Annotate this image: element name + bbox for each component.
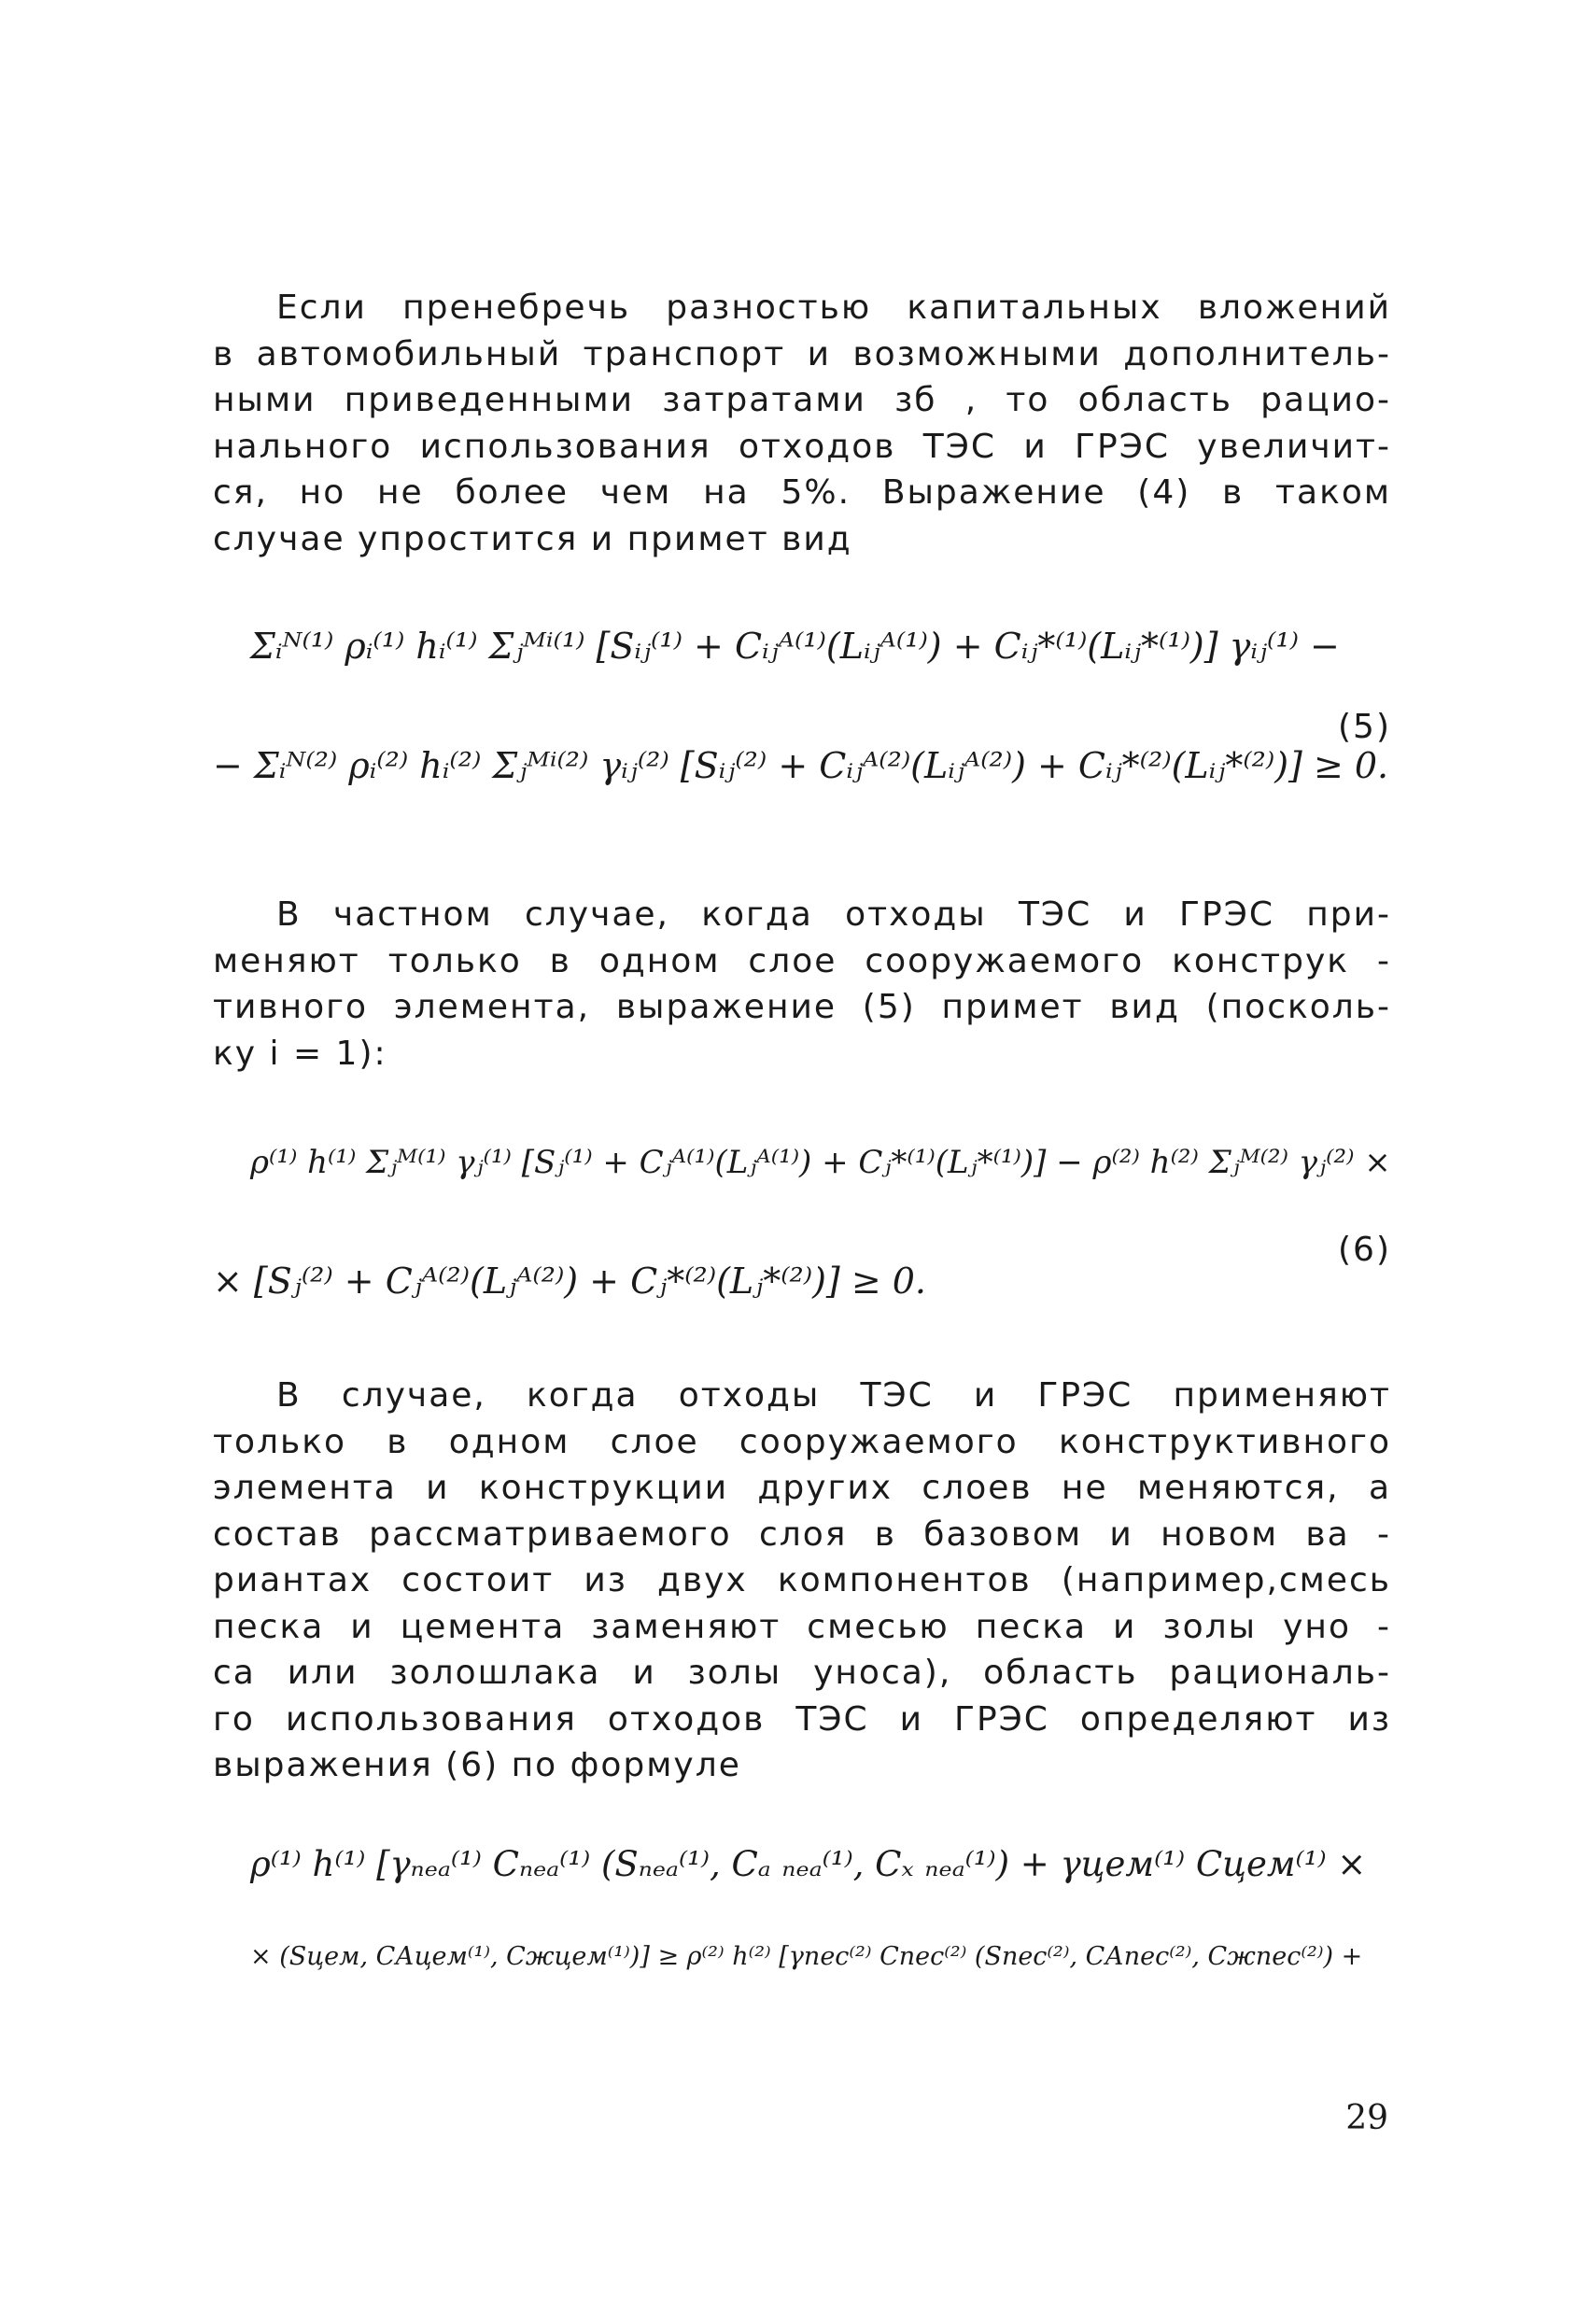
formula-6-line-1: ρ⁽¹⁾ h⁽¹⁾ Σⱼᴹ⁽¹⁾ γⱼ⁽¹⁾ [Sⱼ⁽¹⁾ + Cⱼᴬ⁽¹⁾(Lⱼᴬ⁽¹⁾) + Cⱼ*⁽¹⁾(Lⱼ*⁽¹⁾)] − ρ⁽²⁾ h⁽²⁾ Σⱼᴹ⁽²⁾ γⱼ⁽²⁾ × — [250, 1144, 1391, 1181]
formula-6-line-2: × [Sⱼ⁽²⁾ + Cⱼᴬ⁽²⁾(Lⱼᴬ⁽²⁾) + Cⱼ*⁽²⁾(Lⱼ*⁽²⁾)] ≥ 0. — [213, 1261, 927, 1302]
paragraph-line: состав рассматриваемого слоя в базовом и новом ва - — [213, 1514, 1391, 1554]
paragraph-line: В случае, когда отходы ТЭС и ГРЭС применяют — [276, 1376, 1391, 1415]
equation-number-6: (6) — [1338, 1231, 1391, 1269]
paragraph-line: нального использования отходов ТЭС и ГРЭС увеличит- — [213, 427, 1391, 466]
formula-5-line-1: Σᵢᴺ⁽¹⁾ ρᵢ⁽¹⁾ hᵢ⁽¹⁾ Σⱼᴹⁱ⁽¹⁾ [Sᵢⱼ⁽¹⁾ + Cᵢⱼᴬ⁽¹⁾(Lᵢⱼᴬ⁽¹⁾) + Cᵢⱼ*⁽¹⁾(Lᵢⱼ*⁽¹⁾)] γᵢⱼ⁽¹⁾ − — [250, 626, 1340, 667]
paragraph-line: тивного элемента, выражение (5) примет вид (посколь- — [213, 988, 1391, 1026]
paragraph-line: Если пренебречь разностью капитальных вложений — [276, 289, 1391, 327]
paragraph-line: В частном случае, когда отходы ТЭС и ГРЭС при- — [276, 895, 1391, 934]
page-number: 29 — [1345, 2099, 1388, 2137]
paragraph-line: риантах состоит из двух компонентов (например,смесь — [213, 1561, 1391, 1599]
paragraph-line: выражения (6) по формуле — [213, 1746, 741, 1784]
formula-6 — [213, 1088, 1391, 1340]
paragraph-line: случае упростится и примет вид — [213, 519, 852, 558]
paragraph-line: в автомобильный транспорт и возможными дополнитель- — [213, 334, 1391, 373]
formula-5-line-2: − Σᵢᴺ⁽²⁾ ρᵢ⁽²⁾ hᵢ⁽²⁾ Σⱼᴹⁱ⁽²⁾ γᵢⱼ⁽²⁾ [Sᵢⱼ⁽²⁾ + Cᵢⱼᴬ⁽²⁾(Lᵢⱼᴬ⁽²⁾) + Cᵢⱼ*⁽²⁾(Lᵢⱼ*⁽²⁾)] ≥ 0. — [213, 745, 1389, 786]
paragraph-1 — [213, 285, 1391, 562]
paragraph-line: меняют только в одном слое сооружаемого конструк - — [213, 941, 1391, 980]
formula-5 — [213, 570, 1391, 850]
paragraph-line: песка и цемента заменяют смесью песка и золы уно - — [213, 1607, 1391, 1646]
paragraph-line: только в одном слое сооружаемого конструктивного — [213, 1422, 1391, 1461]
paragraph-line: элемента и конструкции других слоев не меняются, а — [213, 1469, 1391, 1507]
paragraph-3 — [213, 1373, 1391, 1789]
paragraph-line: ными приведенными затратами зб , то область рацио- — [213, 381, 1391, 419]
equation-number-5: (5) — [1338, 708, 1391, 746]
paragraph-line: го использования отходов ТЭС и ГРЭС определяют из — [213, 1699, 1391, 1739]
paragraph-2 — [213, 892, 1391, 1077]
paragraph-line: ся, но не более чем на 5%. Выражение (4) в таком — [213, 473, 1391, 512]
formula-7-line-2: × (Sцем, CАцем⁽¹⁾, Cжцем⁽¹⁾)] ≥ ρ⁽²⁾ h⁽²⁾ [γпес⁽²⁾ Cпес⁽²⁾ (Sпес⁽²⁾, CАпес⁽²⁾, Cжпес⁽²⁾) + — [250, 1942, 1363, 1971]
paragraph-line: ку i = 1): — [213, 1034, 387, 1073]
formula-7 — [213, 1807, 1391, 2031]
paragraph-line: са или золошлака и золы уноса), область рациональ- — [213, 1654, 1391, 1692]
formula-7-line-1: ρ⁽¹⁾ h⁽¹⁾ [γₙₑₐ⁽¹⁾ Cₙₑₐ⁽¹⁾ (Sₙₑₐ⁽¹⁾, Cₐ ₙₑₐ⁽¹⁾, Cₓ ₙₑₐ⁽¹⁾) + γцем⁽¹⁾ Cцем⁽¹⁾ × — [250, 1844, 1367, 1884]
